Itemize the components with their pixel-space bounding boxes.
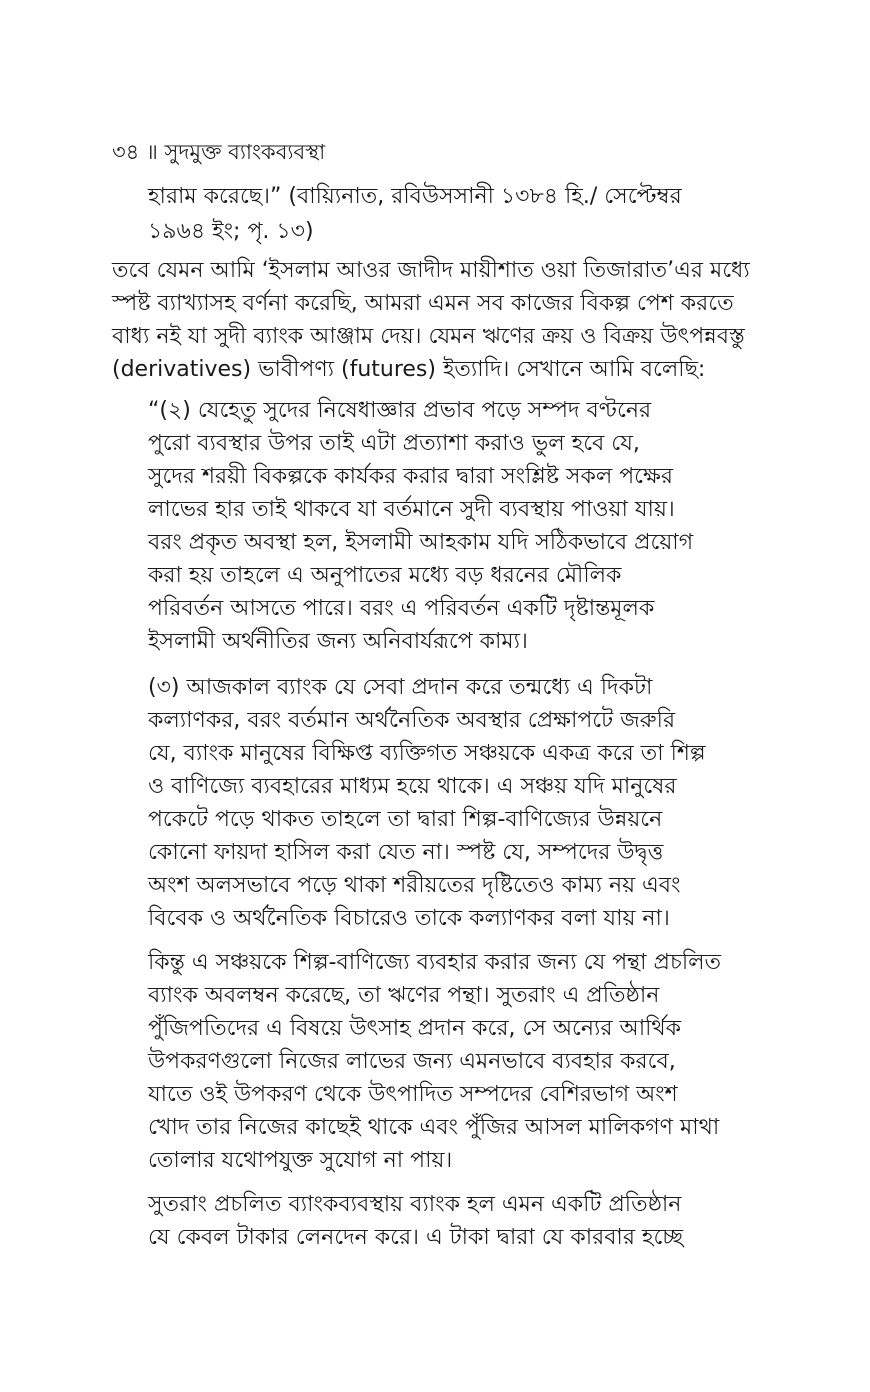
text-line: উপকরণগুলো নিজের লাভের জন্য এমনভাবে ব্যবহার করবে,	[148, 1049, 676, 1074]
text-line: তবে যেমন আমি ‘ইসলাম আওর জাদীদ মায়ীশাত ওয়া তিজারাত’এর মধ্যে	[112, 258, 750, 283]
text-line: পুঁজিপতিদের এ বিষয়ে উৎসাহ প্রদান করে, সে অন্যের আর্থিক	[148, 1016, 682, 1041]
text-line: হারাম করেছে।” (বায়্যিনাত, রবিউসসানী ১৩৮৪ হি./ সেপ্টেম্বর	[148, 184, 682, 209]
text-line: (৩) আজকাল ব্যাংক যে সেবা প্রদান করে তন্মধ্যে এ দিকটা	[148, 675, 653, 700]
text-line: কল্যাণকর, বরং বর্তমান অর্থনৈতিক অবস্থার প্রেক্ষাপটে জরুরি	[148, 708, 676, 733]
text-line: ব্যাংক অবলম্বন করেছে, তা ঋণের পন্থা। সুতরাং এ প্রতিষ্ঠান	[148, 983, 660, 1008]
text-line: (derivatives) ভাবীপণ্য (futures) ইত্যাদি। সেখানে আমি বলেছি:	[112, 357, 706, 382]
text-line: ইসলামী অর্থনীতির জন্য অনিবার্যরূপে কাম্য।	[148, 629, 528, 654]
text-line: তোলার যথোপযুক্ত সুযোগ না পায়।	[148, 1148, 453, 1173]
text-line: পকেটে পড়ে থাকত তাহলে তা দ্বারা শিল্প-বাণিজ্যের উন্নয়নে	[148, 807, 663, 832]
text-line: স্পষ্ট ব্যাখ্যাসহ বর্ণনা করেছি, আমরা এমন সব কাজের বিকল্প পেশ করতে	[112, 291, 734, 316]
text-line: ১৯৬৪ ইং; পৃ. ১৩)	[148, 219, 314, 244]
text-line: খোদ তার নিজের কাছেই থাকে এবং পুঁজির আসল মালিকগণ মাথা	[148, 1115, 720, 1140]
running-head: ৩৪ ॥ সুদমুক্ত ব্যাংকব্যবস্থা	[112, 140, 326, 164]
text-line: কিন্তু এ সঞ্চয়কে শিল্প-বাণিজ্যে ব্যবহার করার জন্য যে পন্থা প্রচলিত	[148, 950, 722, 975]
text-line: যাতে ওই উপকরণ থেকে উৎপাদিত সম্পদের বেশিরভাগ অংশ	[148, 1082, 678, 1107]
text-line: ও বাণিজ্যে ব্যবহারের মাধ্যম হয়ে থাকে। এ সঞ্চয় যদি মানুষের	[148, 774, 677, 799]
text-line: অংশ অলসভাবে পড়ে থাকা শরীয়তের দৃষ্টিতেও কাম্য নয় এবং	[148, 873, 681, 898]
text-line: লাভের হার তাই থাকবে যা বর্তমানে সুদী ব্যবস্থায় পাওয়া যায়।	[148, 497, 675, 522]
text-line: করা হয় তাহলে এ অনুপাতের মধ্যে বড় ধরনের মৌলিক	[148, 563, 622, 588]
text-line: যে কেবল টাকার লেনদেন করে। এ টাকা দ্বারা যে কারবার হচ্ছে	[148, 1225, 684, 1250]
text-line: “(২) যেহেতু সুদের নিষেধাজ্ঞার প্রভাব পড়ে সম্পদ বণ্টনের	[148, 398, 652, 423]
text-line: কোনো ফায়দা হাসিল করা যেত না। স্পষ্ট যে, সম্পদের উদ্বৃত্ত	[148, 840, 664, 865]
text-line: সুদের শরয়ী বিকল্পকে কার্যকর করার দ্বারা সংশ্লিষ্ট সকল পক্ষের	[148, 464, 673, 489]
text-line: যে, ব্যাংক মানুষের বিক্ষিপ্ত ব্যক্তিগত সঞ্চয়কে একত্র করে তা শিল্প	[148, 741, 706, 766]
text-line: বরং প্রকৃত অবস্থা হল, ইসলামী আহকাম যদি সঠিকভাবে প্রয়োগ	[148, 530, 694, 555]
text-line: বাধ্য নই যা সুদী ব্যাংক আঞ্জাম দেয়। যেমন ঋণের ক্রয় ও বিক্রয় উৎপন্নবস্তু	[112, 324, 745, 349]
text-line: পুরো ব্যবস্থার উপর তাই এটা প্রত্যাশা করাও ভুল হবে যে,	[148, 431, 640, 456]
text-line: পরিবর্তন আসতে পারে। বরং এ পরিবর্তন একটি দৃষ্টান্তমূলক	[148, 596, 655, 621]
text-line: সুতরাং প্রচলিত ব্যাংকব্যবস্থায় ব্যাংক হল এমন একটি প্রতিষ্ঠান	[148, 1192, 682, 1217]
text-line: বিবেক ও অর্থনৈতিক বিচারেও তাকে কল্যাণকর বলা যায় না।	[148, 906, 670, 931]
